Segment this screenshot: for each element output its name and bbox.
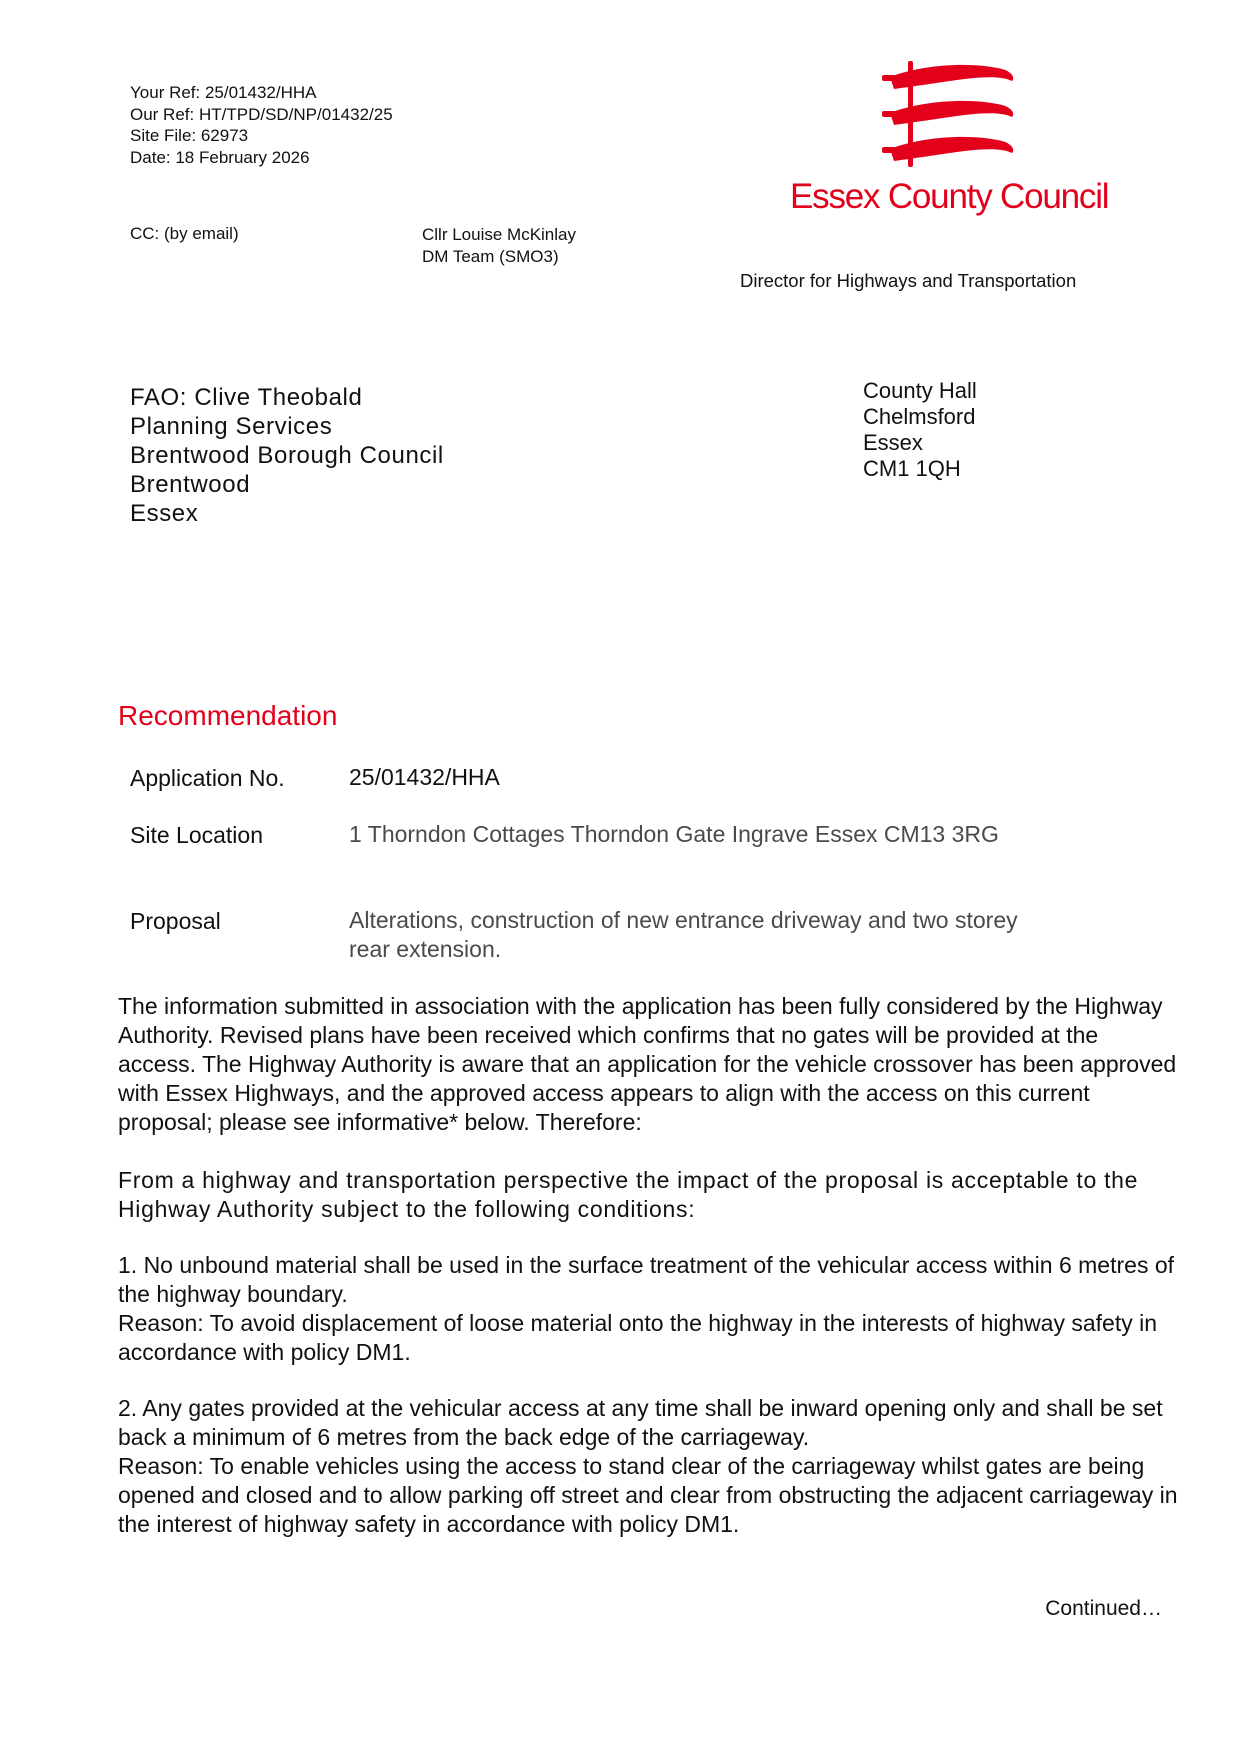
letter-date: Date: 18 February 2026 xyxy=(130,147,310,167)
logo-wordmark: Essex County Council xyxy=(790,177,1109,216)
proposal-label: Proposal xyxy=(130,908,221,934)
reason-1: Reason: To avoid displacement of loose material onto the highway in the interests of highway safety in accordance with policy DM1. xyxy=(118,1310,1158,1365)
addressee-line: Brentwood Borough Council xyxy=(130,442,444,469)
cc-label: CC: (by email) xyxy=(130,224,239,243)
addressee-line: Essex xyxy=(130,500,199,527)
sender-address xyxy=(863,378,977,482)
essex-county-council-logo xyxy=(780,55,1140,230)
reference-block xyxy=(130,82,393,168)
site-file: Site File: 62973 xyxy=(130,126,249,145)
site-location-value: 1 Thorndon Cottages Thorndon Gate Ingrave Essex CM13 3RG xyxy=(349,821,999,847)
application-no-value: 25/01432/HHA xyxy=(349,764,500,790)
condition-2: 2. Any gates provided at the vehicular access at any time shall be inward opening only and shall be set back a minimum of 6 metres from the back edge of the carriageway. xyxy=(118,1395,1163,1450)
sender-address-line: CM1 1QH xyxy=(863,456,961,481)
continued-label: Continued… xyxy=(1045,1597,1162,1620)
sender-address-line: County Hall xyxy=(863,378,977,403)
reason-2: Reason: To enable vehicles using the access to stand clear of the carriageway whilst gates are being opened and closed and to allow parking off street and clear from obstructing the adjacent carriageway in the interest of highway safety in accordance with policy DM1. xyxy=(118,1453,1178,1537)
condition-1: 1. No unbound material shall be used in the surface treatment of the vehicular access within 6 metres of the highway boundary. xyxy=(118,1252,1175,1307)
intro-paragraph: The information submitted in association with the application has been fully considered by the Highway Authority. Revised plans have been received which confirms that no gates will be provided at the access. The Highway Authority is aware that an application for the vehicle crossover has been approved with Essex Highways, and the approved access appears to align with the access on this current proposal; please see informative* below. Therefore: xyxy=(118,993,1177,1135)
site-location-label: Site Location xyxy=(130,822,263,848)
your-ref: Your Ref: 25/01432/HHA xyxy=(130,83,317,102)
perspective-paragraph: From a highway and transportation perspective the impact of the proposal is acceptable to the Highway Authority subject to the following conditions: xyxy=(118,1167,1139,1222)
our-ref: Our Ref: HT/TPD/SD/NP/01432/25 xyxy=(130,104,393,124)
cc-recipient: DM Team (SMO3) xyxy=(422,246,559,266)
director-title: Director for Highways and Transportation xyxy=(740,270,1077,291)
application-no-label: Application No. xyxy=(130,765,285,791)
sender-address-line: Chelmsford xyxy=(863,404,976,429)
cc-recipients xyxy=(422,224,576,267)
addressee-block xyxy=(130,383,444,528)
addressee-line: Planning Services xyxy=(130,413,333,440)
addressee-line: FAO: Clive Theobald xyxy=(130,384,363,411)
proposal-value: Alterations, construction of new entrance driveway and two storey rear extension. xyxy=(349,907,1018,962)
addressee-line: Brentwood xyxy=(130,471,251,498)
recommendation-heading: Recommendation xyxy=(118,700,338,731)
cc-recipient: Cllr Louise McKinlay xyxy=(422,225,576,244)
three-seaxes-icon xyxy=(880,55,1020,167)
sender-address-line: Essex xyxy=(863,430,923,455)
